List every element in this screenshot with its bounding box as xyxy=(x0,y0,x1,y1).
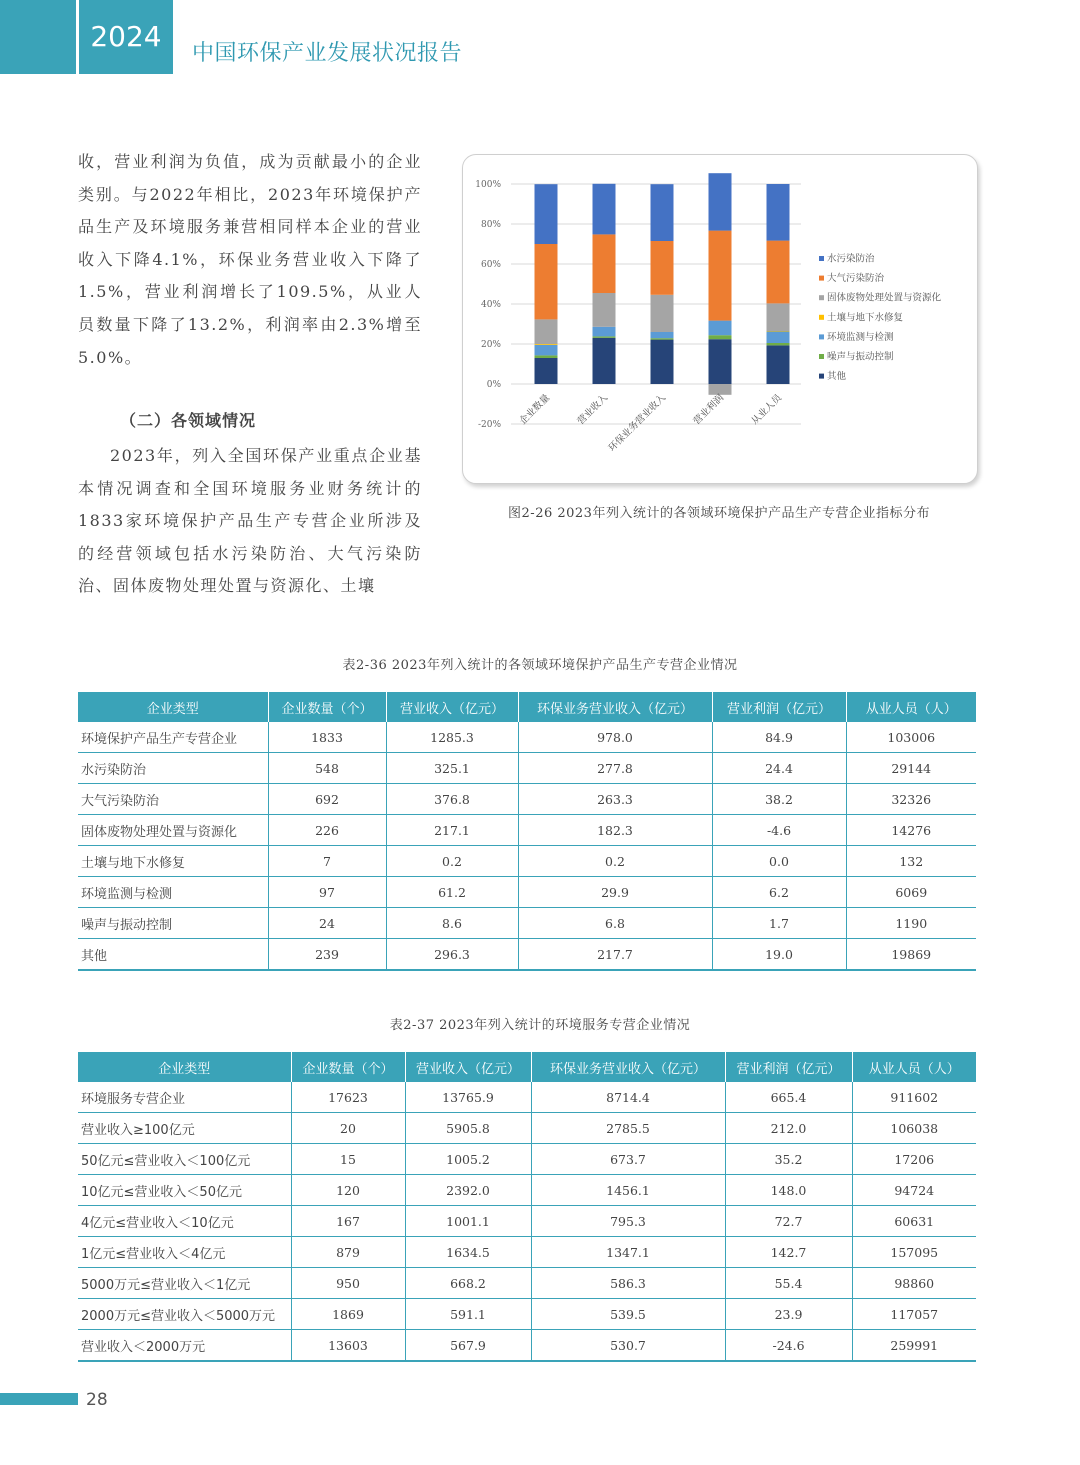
table-row xyxy=(78,1082,976,1113)
bar-segment xyxy=(767,184,790,241)
column-header: 从业人员（人） xyxy=(852,1052,976,1082)
table-row xyxy=(78,1206,976,1237)
table-row xyxy=(78,1144,976,1175)
table-cell: 7 xyxy=(268,846,386,877)
y-tick-label: 60% xyxy=(480,260,501,270)
chart-svg xyxy=(463,155,977,483)
bar-segment xyxy=(709,321,732,336)
table-cell: 911602 xyxy=(852,1082,976,1113)
bar-segment xyxy=(767,241,790,304)
table-cell: 23.9 xyxy=(725,1299,852,1330)
row-label: 2000万元≤营业收入＜5000万元 xyxy=(78,1299,291,1330)
table1-caption: 表2-36 2023年列入统计的各领域环境保护产品生产专营企业情况 xyxy=(342,658,738,673)
x-tick-label: 企业数量 xyxy=(517,392,553,428)
table-cell: 277.8 xyxy=(518,753,712,784)
legend-swatch xyxy=(819,334,824,339)
table-cell: 1347.1 xyxy=(531,1237,725,1268)
table-cell: 673.7 xyxy=(531,1144,725,1175)
table-cell: 2785.5 xyxy=(531,1113,725,1144)
table-cell: 2392.0 xyxy=(405,1175,531,1206)
legend-swatch xyxy=(819,315,824,320)
bar-segment xyxy=(535,244,558,319)
table-cell: 132 xyxy=(846,846,976,877)
x-tick-label: 环保业务营业收入 xyxy=(606,392,669,454)
column-header: 企业数量（个） xyxy=(268,692,386,722)
table-cell: 0.2 xyxy=(386,846,518,877)
y-tick-label: 20% xyxy=(480,340,501,350)
table-cell: 20 xyxy=(291,1113,405,1144)
bar-segment xyxy=(709,231,732,321)
bar-segment xyxy=(651,241,674,295)
table-cell: 212.0 xyxy=(725,1113,852,1144)
table-cell: 15 xyxy=(291,1144,405,1175)
table-cell: 1.7 xyxy=(712,908,846,939)
table-cell: 106038 xyxy=(852,1113,976,1144)
row-label: 环境服务专营企业 xyxy=(78,1082,291,1113)
table-row xyxy=(78,939,976,971)
row-label: 其他 xyxy=(78,939,268,971)
legend-label: 环境监测与检测 xyxy=(827,331,894,343)
table-cell: 97 xyxy=(268,877,386,908)
row-label: 营业收入＜2000万元 xyxy=(78,1330,291,1362)
table-cell: 1285.3 xyxy=(386,722,518,753)
table-cell: 19869 xyxy=(846,939,976,971)
legend-swatch xyxy=(819,276,824,281)
bar-segment xyxy=(767,331,790,332)
column-header: 环保业务营业收入（亿元） xyxy=(518,692,712,722)
bar-segment xyxy=(535,319,558,344)
footer-bar xyxy=(0,1393,78,1405)
table-cell: 530.7 xyxy=(531,1330,725,1362)
table-cell: 8.6 xyxy=(386,908,518,939)
table-cell: 17623 xyxy=(291,1082,405,1113)
column-header: 营业收入（亿元） xyxy=(386,692,518,722)
header-band xyxy=(0,0,76,74)
table-cell: 0.2 xyxy=(518,846,712,877)
row-label: 5000万元≤营业收入＜1亿元 xyxy=(78,1268,291,1299)
table-cell: 586.3 xyxy=(531,1268,725,1299)
table-cell: 0.0 xyxy=(712,846,846,877)
table-cell: 17206 xyxy=(852,1144,976,1175)
table-cell: 1190 xyxy=(846,908,976,939)
table-cell: 61.2 xyxy=(386,877,518,908)
table-cell: 14276 xyxy=(846,815,976,846)
row-label: 10亿元≤营业收入＜50亿元 xyxy=(78,1175,291,1206)
table-row xyxy=(78,1268,976,1299)
body-paragraph-2 xyxy=(78,440,422,603)
bar-segment xyxy=(651,295,674,332)
table-cell: 167 xyxy=(291,1206,405,1237)
table-cell: 182.3 xyxy=(518,815,712,846)
table-cell: 376.8 xyxy=(386,784,518,815)
table-cell: 35.2 xyxy=(725,1144,852,1175)
table-cell: 13603 xyxy=(291,1330,405,1362)
legend-swatch xyxy=(819,354,824,359)
bar-segment xyxy=(651,184,674,241)
table-cell: 950 xyxy=(291,1268,405,1299)
table-cell: 879 xyxy=(291,1237,405,1268)
bar-segment xyxy=(535,345,558,356)
row-label: 营业收入≥100亿元 xyxy=(78,1113,291,1144)
bar-segment xyxy=(651,340,674,384)
table-cell: 665.4 xyxy=(725,1082,852,1113)
table-cell: 226 xyxy=(268,815,386,846)
table-row xyxy=(78,753,976,784)
table-cell: 120 xyxy=(291,1175,405,1206)
table-cell: 6069 xyxy=(846,877,976,908)
section-heading: （二）各领域情况 xyxy=(120,411,257,430)
table-row xyxy=(78,908,976,939)
table-row xyxy=(78,846,976,877)
table-cell: -24.6 xyxy=(725,1330,852,1362)
column-header: 营业利润（亿元） xyxy=(712,692,846,722)
table-row xyxy=(78,1299,976,1330)
bar-segment xyxy=(593,234,616,293)
legend-label: 土壤与地下水修复 xyxy=(827,312,904,324)
table-cell: 5905.8 xyxy=(405,1113,531,1144)
table-row xyxy=(78,1330,976,1362)
table-row xyxy=(78,815,976,846)
table-cell: 38.2 xyxy=(712,784,846,815)
table-cell: 692 xyxy=(268,784,386,815)
legend-swatch xyxy=(819,295,824,300)
table-cell: 217.7 xyxy=(518,939,712,971)
table-row xyxy=(78,1175,976,1206)
table-cell: 103006 xyxy=(846,722,976,753)
table-cell: 978.0 xyxy=(518,722,712,753)
y-tick-label: -20% xyxy=(477,420,501,430)
table-cell: 259991 xyxy=(852,1330,976,1362)
bar-segment xyxy=(535,358,558,384)
bar-segment xyxy=(535,184,558,244)
bar-segment xyxy=(535,344,558,345)
table-cell: 567.9 xyxy=(405,1330,531,1362)
table-header-row xyxy=(78,692,976,722)
table-cell: 1634.5 xyxy=(405,1237,531,1268)
table-cell: 72.7 xyxy=(725,1206,852,1237)
table-row xyxy=(78,784,976,815)
bar-segment xyxy=(767,303,790,331)
bar-segment xyxy=(767,345,790,384)
row-label: 噪声与振动控制 xyxy=(78,908,268,939)
table-header-row xyxy=(78,1052,976,1082)
table-cell: 94724 xyxy=(852,1175,976,1206)
paragraph-text: 2023年，列入全国环保产业重点企业基本情况调查和全国环境服务业财务统计的1833家环境保护产品生产专营企业所涉及的经营领域包括水污染防治、大气污染防治、固体废物处理处置与资源化、土壤 xyxy=(78,446,422,596)
bar-segment xyxy=(593,338,616,384)
table-cell: 8714.4 xyxy=(531,1082,725,1113)
bar-segment xyxy=(651,338,674,339)
column-header: 企业类型 xyxy=(78,1052,291,1082)
legend-label: 固体废物处理处置与资源化 xyxy=(827,292,942,304)
stacked-bar-chart xyxy=(462,154,978,484)
page-number: 28 xyxy=(86,1390,108,1410)
table-cell: 29144 xyxy=(846,753,976,784)
table-cell: 1869 xyxy=(291,1299,405,1330)
table-environmental-products xyxy=(78,692,976,971)
bar-segment xyxy=(709,335,732,339)
column-header: 营业利润（亿元） xyxy=(725,1052,852,1082)
table-cell: 1833 xyxy=(268,722,386,753)
legend-label: 大气污染防治 xyxy=(827,273,885,285)
table-cell: -4.6 xyxy=(712,815,846,846)
table-cell: 157095 xyxy=(852,1237,976,1268)
table-cell: 19.0 xyxy=(712,939,846,971)
table-row xyxy=(78,877,976,908)
bar-segment xyxy=(593,293,616,327)
x-tick-label: 从业人员 xyxy=(749,392,785,428)
x-tick-label: 营业利润 xyxy=(691,392,727,428)
table-cell: 239 xyxy=(268,939,386,971)
table-cell: 6.8 xyxy=(518,908,712,939)
table-cell: 795.3 xyxy=(531,1206,725,1237)
paragraph-text: 收，营业利润为负值，成为贡献最小的企业类别。与2022年相比，2023年环境保护产品生产及环境服务兼营相同样本企业的营业收入下降4.1%，环保业务营业收入下降了1.5%，营业利润增长了109.5%，从业人员数量下降了13.2%，利润率由2.3%增至5.0%。 xyxy=(78,152,422,367)
table-cell: 24 xyxy=(268,908,386,939)
table-cell: 1001.1 xyxy=(405,1206,531,1237)
table-cell: 296.3 xyxy=(386,939,518,971)
table-cell: 148.0 xyxy=(725,1175,852,1206)
y-tick-label: 100% xyxy=(475,180,501,190)
table-cell: 24.4 xyxy=(712,753,846,784)
figure-caption: 图2-26 2023年列入统计的各领域环境保护产品生产专营企业指标分布 xyxy=(508,506,930,521)
column-header: 环保业务营业收入（亿元） xyxy=(531,1052,725,1082)
table-cell: 29.9 xyxy=(518,877,712,908)
x-tick-label: 营业收入 xyxy=(575,392,611,428)
table-row xyxy=(78,1237,976,1268)
bar-segment xyxy=(767,343,790,345)
column-header: 营业收入（亿元） xyxy=(405,1052,531,1082)
header-year: 2024 xyxy=(79,0,173,74)
table-cell: 1456.1 xyxy=(531,1175,725,1206)
legend-swatch xyxy=(819,374,824,379)
bar-segment xyxy=(593,327,616,337)
legend-label: 其他 xyxy=(827,371,847,383)
table2-caption: 表2-37 2023年列入统计的环境服务专营企业情况 xyxy=(389,1018,691,1033)
legend-label: 水污染防治 xyxy=(827,253,875,265)
header-title: 中国环保产业发展状况报告 xyxy=(192,41,463,66)
bar-segment xyxy=(651,332,674,338)
bar-segment xyxy=(593,336,616,337)
column-header: 企业类型 xyxy=(78,692,268,722)
table-environmental-services xyxy=(78,1052,976,1362)
table-row xyxy=(78,1113,976,1144)
row-label: 水污染防治 xyxy=(78,753,268,784)
table-cell: 60631 xyxy=(852,1206,976,1237)
bar-segment xyxy=(709,384,732,395)
legend-label: 噪声与振动控制 xyxy=(827,351,894,363)
row-label: 大气污染防治 xyxy=(78,784,268,815)
y-tick-label: 40% xyxy=(480,300,501,310)
table-row xyxy=(78,722,976,753)
table-cell: 6.2 xyxy=(712,877,846,908)
column-header: 企业数量（个） xyxy=(291,1052,405,1082)
table-cell: 32326 xyxy=(846,784,976,815)
table-cell: 98860 xyxy=(852,1268,976,1299)
table-cell: 117057 xyxy=(852,1299,976,1330)
bar-segment xyxy=(709,173,732,230)
y-tick-label: 80% xyxy=(480,220,501,230)
row-label: 1亿元≤营业收入＜4亿元 xyxy=(78,1237,291,1268)
table-cell: 13765.9 xyxy=(405,1082,531,1113)
legend-swatch xyxy=(819,256,824,261)
body-paragraph-1 xyxy=(78,146,422,374)
table-cell: 668.2 xyxy=(405,1268,531,1299)
table-cell: 548 xyxy=(268,753,386,784)
column-header: 从业人员（人） xyxy=(846,692,976,722)
table-cell: 263.3 xyxy=(518,784,712,815)
table-cell: 55.4 xyxy=(725,1268,852,1299)
table-cell: 539.5 xyxy=(531,1299,725,1330)
row-label: 50亿元≤营业收入＜100亿元 xyxy=(78,1144,291,1175)
bar-segment xyxy=(709,339,732,384)
table-cell: 142.7 xyxy=(725,1237,852,1268)
table-cell: 591.1 xyxy=(405,1299,531,1330)
table-cell: 1005.2 xyxy=(405,1144,531,1175)
row-label: 环境保护产品生产专营企业 xyxy=(78,722,268,753)
table-cell: 217.1 xyxy=(386,815,518,846)
row-label: 4亿元≤营业收入＜10亿元 xyxy=(78,1206,291,1237)
row-label: 环境监测与检测 xyxy=(78,877,268,908)
table-cell: 84.9 xyxy=(712,722,846,753)
table-cell: 325.1 xyxy=(386,753,518,784)
bar-segment xyxy=(593,184,616,235)
row-label: 土壤与地下水修复 xyxy=(78,846,268,877)
row-label: 固体废物处理处置与资源化 xyxy=(78,815,268,846)
y-tick-label: 0% xyxy=(486,380,501,390)
bar-segment xyxy=(535,355,558,358)
bar-segment xyxy=(767,331,790,343)
